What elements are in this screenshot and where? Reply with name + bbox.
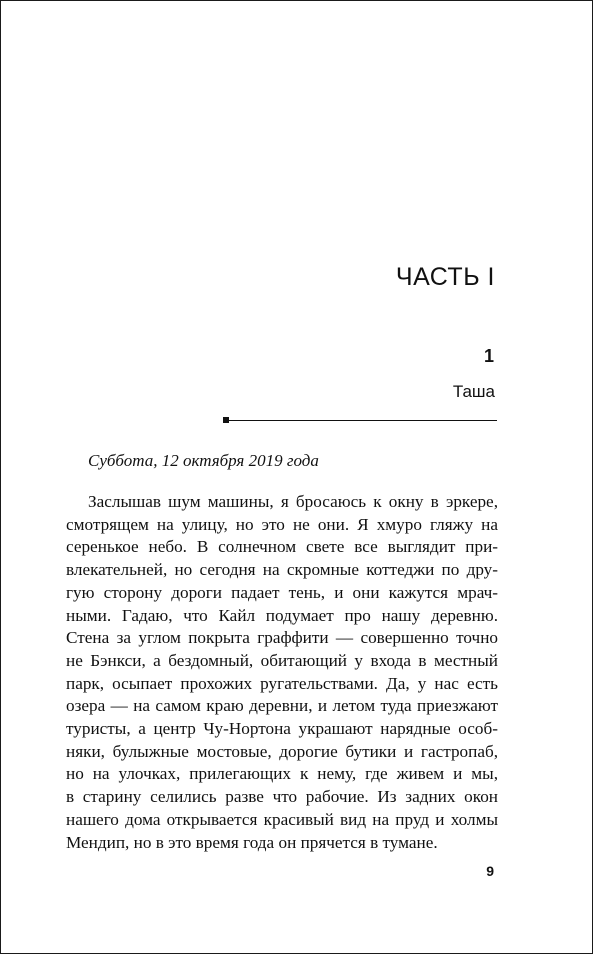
paragraph-line: нашего дома открывается красивый вид на пруд и холмы — [66, 809, 498, 829]
paragraph-line: Стена за углом покрыта граффити — совершенно точно — [66, 628, 498, 648]
chapter-title: Таша — [452, 382, 495, 401]
date-line: Суббота, 12 октября 2019 года — [88, 451, 319, 470]
paragraph-line: озера — на самом краю деревни, и летом туда приезжают — [66, 696, 498, 716]
paragraph-line: влекательней, но сегодня на скромные коттеджи по дру- — [66, 560, 498, 580]
page-number: 9 — [486, 863, 494, 879]
paragraph-line: парк, осыпает прохожих ругательствами. Да, у нас есть — [66, 673, 498, 693]
paragraph-line: но на улочках, прилегающих к нему, где живем и мы, — [66, 764, 498, 784]
paragraph-line: Мендип, но в это время года он прячется в тумане. — [66, 832, 438, 852]
paragraph-line: туристы, а центр Чу-Нортона украшают нарядные особ- — [66, 719, 498, 739]
paragraph-line: серенькое небо. В солнечном свете все выглядит при- — [66, 537, 498, 557]
part-title: ЧАСТЬ I — [395, 263, 495, 291]
paragraph-line: смотрящем на улицу, но это не они. Я хмуро гляжу на — [66, 514, 498, 534]
paragraph-line: няки, булыжные мостовые, дорогие бутики и гастропаб, — [66, 741, 498, 761]
paragraph-line: в старину селились разве что рабочие. Из задних окон — [66, 787, 498, 807]
paragraph-line: не Бэнкси, а бездомный, обитающий у входа в местный — [66, 650, 498, 670]
chapter-number: 1 — [483, 346, 494, 366]
paragraph-line: Заслышав шум машины, я бросаюсь к окну в эркере, — [88, 492, 498, 511]
paragraph-line: гую сторону дороги падает тень, и они кажутся мрач- — [66, 582, 498, 602]
paragraph-line: ными. Гадаю, что Кайл подумает про нашу деревню. — [66, 605, 498, 625]
body-paragraph — [66, 491, 498, 854]
chapter-divider — [227, 420, 497, 421]
